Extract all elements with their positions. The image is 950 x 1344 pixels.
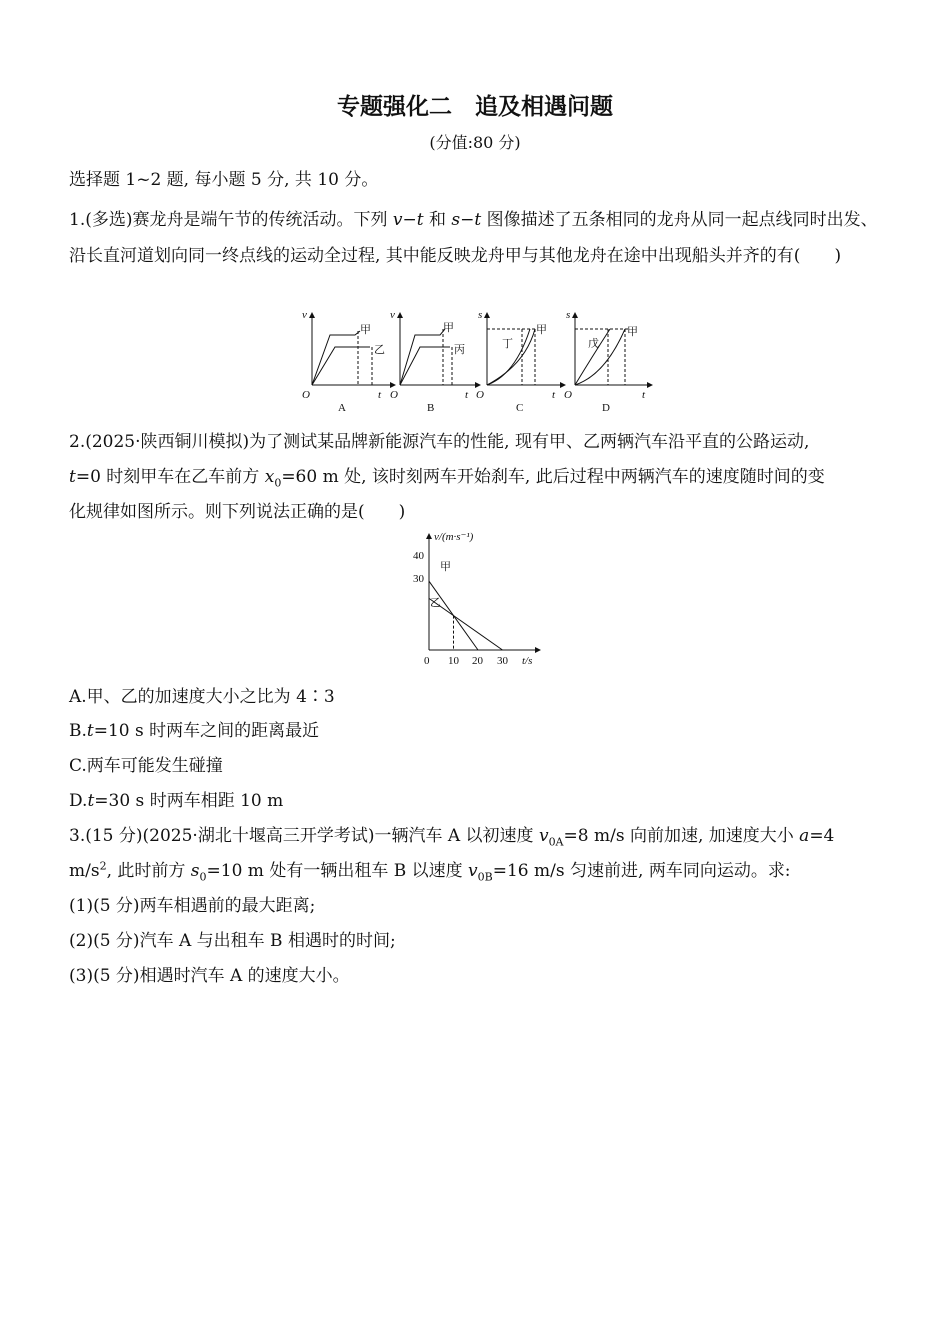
question-2-stem-line-3: 化规律如图所示。则下列说法正确的是( ) [69, 502, 406, 522]
y-axis-label: v/(m·s⁻¹) [434, 531, 474, 543]
question-3-stem-line-1: 3.(15 分)(2025·湖北十堰高三开学考试)一辆汽车 A 以初速度 $v_{0A}=8$ m/s 向前加速, 加速度大小 a=4 [69, 826, 835, 849]
graph-d-origin: O [564, 389, 572, 401]
graph-d-y-label: s [566, 309, 571, 321]
option-a: A.甲、乙的加速度大小之比为 4∶3 [69, 687, 335, 707]
graph-c-curve-1: 丁 [502, 338, 513, 350]
graph-c-option: C [516, 402, 524, 414]
x-tick-30: 30 [497, 655, 508, 667]
section-note: 选择题 1~2 题, 每小题 5 分, 共 10 分。 [69, 170, 379, 190]
graph-a-option: A [338, 402, 346, 414]
option-b: B.t=10 s 时两车之间的距离最近 [69, 721, 320, 741]
x-axis-label: t/s [522, 655, 533, 667]
option-c: C.两车可能发生碰撞 [69, 756, 223, 776]
graph-a-x-label: t [378, 389, 382, 401]
question-1-graphs [290, 305, 670, 417]
graph-d-option: D [602, 402, 610, 414]
y-tick-40: 40 [413, 550, 424, 562]
graph-c-y-label: s [478, 309, 483, 321]
y-tick-30: 30 [413, 573, 424, 585]
page-title: 专题强化二 追及相遇问题 [337, 94, 613, 120]
question-3-sub-2: (2)(5 分)汽车 A 与出租车 B 相遇时的时间; [69, 931, 396, 951]
question-3-stem-line-2: $m/s^2$, 此时前方 $s_0=10$ m 处有一辆出租车 B 以速度 $v_{0B}=16$ m/s 匀速前进, 两车同向运动。求: [69, 859, 791, 884]
graph-a-y-label: v [302, 309, 307, 321]
series-label-jia: 甲 [440, 561, 451, 573]
graph-c-x-label: t [552, 389, 556, 401]
graph-c-origin: O [476, 389, 484, 401]
graph-d-x-label: t [642, 389, 646, 401]
question-3-sub-1: (1)(5 分)两车相遇前的最大距离; [69, 896, 316, 916]
question-2-stem-line-1: 2.(2025·陕西铜川模拟)为了测试某品牌新能源汽车的性能, 现有甲、乙两辆汽车沿平直的公路运动, [69, 432, 810, 452]
question-1-stem: 1.(多选)赛龙舟是端午节的传统活动。下列 v−t 和 s−t 图像描述了五条相同的龙舟从同一起点线同时出发、沿长直河道划向同一终点线的运动全过程, 其中能反映龙舟甲与其他龙舟在途中出现船头并齐的有( ) [69, 210, 878, 266]
graph-b-option: B [427, 402, 435, 414]
score-note: (分值:80 分) [429, 133, 521, 152]
graph-b-curve-2: 丙 [454, 344, 465, 356]
graph-a-curve-1: 甲 [360, 324, 371, 336]
x-tick-20: 20 [472, 655, 483, 667]
graph-d-curve-2: 甲 [627, 326, 638, 338]
origin-label: 0 [424, 655, 430, 667]
graph-a-origin: O [302, 389, 310, 401]
question-2-vt-chart [400, 528, 550, 670]
question-2-stem-line-2: t=0 时刻甲车在乙车前方 $x_0=60$ m 处, 该时刻两车开始刹车, 此后过程中两辆汽车的速度随时间的变 [69, 467, 825, 490]
series-label-yi: 乙 [430, 597, 441, 609]
graph-b-x-label: t [465, 389, 469, 401]
question-3-sub-3: (3)(5 分)相遇时汽车 A 的速度大小。 [69, 966, 350, 986]
graph-b-origin: O [390, 389, 398, 401]
x-tick-10: 10 [448, 655, 459, 667]
graph-a-curve-2: 乙 [374, 344, 385, 356]
graph-b-y-label: v [390, 309, 395, 321]
graph-c-curve-2: 甲 [536, 324, 547, 336]
graph-b-curve-1: 甲 [443, 322, 454, 334]
option-d: D.t=30 s 时两车相距 10 m [69, 791, 284, 811]
graph-d-curve-1: 戊 [588, 338, 599, 350]
